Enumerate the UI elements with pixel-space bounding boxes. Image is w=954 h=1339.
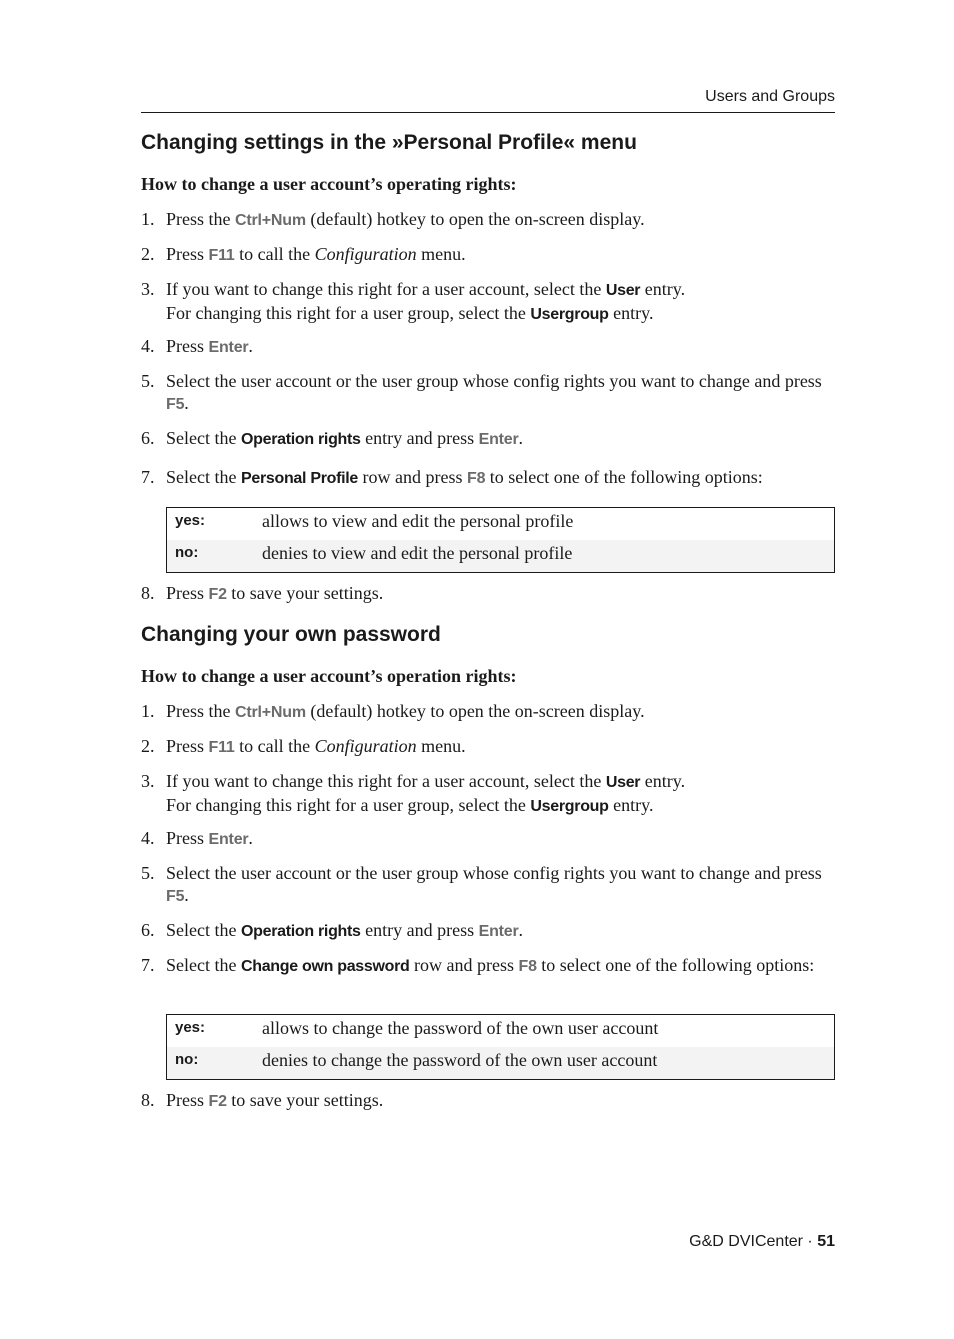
step-3: 3. If you want to change this right for a user account, select the User entry. For changing this right for a user group, select the Usergroup entry.	[141, 279, 686, 323]
option-key: no:	[175, 1051, 199, 1068]
section-heading-personal-profile: Changing settings in the »Personal Profile« menu	[141, 131, 637, 154]
option-desc: denies to change the password of the own user account	[262, 1050, 658, 1070]
option-key: yes:	[175, 512, 206, 529]
step-7: 7. Select the Personal Profile row and press F8 to select one of the following options:	[141, 467, 763, 487]
key-label: Enter	[208, 831, 249, 848]
options-table	[166, 1014, 835, 1080]
menu-entry: Change own password	[240, 958, 410, 975]
option-key: yes:	[175, 1019, 206, 1036]
option-desc: allows to view and edit the personal profile	[262, 511, 574, 531]
step-2: 2. Press F11 to call the Configuration menu.	[141, 736, 466, 756]
key-label: Enter	[208, 339, 249, 356]
step-4: 4. Press Enter.	[141, 828, 253, 848]
key-label: F2	[208, 586, 227, 603]
option-desc: denies to view and edit the personal profile	[262, 543, 573, 563]
step-5: 5. Select the user account or the user group whose config rights you want to change and press F5.	[141, 863, 822, 905]
section-heading-own-password: Changing your own password	[141, 623, 441, 646]
option-row	[167, 1047, 834, 1079]
key-label: F11	[208, 739, 235, 756]
page-footer	[689, 1233, 835, 1251]
menu-name: Configuration	[314, 244, 417, 264]
step-4: 4. Press Enter.	[141, 336, 253, 356]
menu-name: Configuration	[314, 736, 417, 756]
menu-entry: Usergroup	[530, 306, 609, 323]
key-label: F5	[166, 888, 185, 905]
product-name: G&D DVICenter ·	[689, 1233, 818, 1250]
option-row	[167, 1015, 834, 1047]
menu-entry: Operation rights	[240, 431, 361, 448]
page-number: 51	[817, 1233, 835, 1250]
menu-entry: User	[605, 774, 641, 791]
menu-entry: Usergroup	[530, 798, 609, 815]
step-5: 5. Select the user account or the user group whose config rights you want to change and press F5.	[141, 371, 822, 413]
running-header: Users and Groups	[705, 88, 835, 105]
menu-entry: User	[605, 282, 641, 299]
key-label: F8	[467, 470, 486, 487]
key-label: F5	[166, 396, 185, 413]
step-1: 1. Press the Ctrl+Num (default) hotkey to open the on-screen display.	[141, 209, 645, 229]
step-8: 8. Press F2 to save your settings.	[141, 583, 384, 603]
hotkey-label: Ctrl+Num	[235, 704, 306, 721]
howto-heading: How to change a user account’s operating rights:	[141, 174, 517, 194]
option-key: no:	[175, 544, 199, 561]
step-6: 6. Select the Operation rights entry and press Enter.	[141, 428, 524, 448]
step-2: 2. Press F11 to call the Configuration menu.	[141, 244, 466, 264]
hotkey-label: Ctrl+Num	[235, 212, 306, 229]
step-1: 1. Press the Ctrl+Num (default) hotkey to open the on-screen display.	[141, 701, 645, 721]
key-label: F2	[208, 1093, 227, 1110]
step-6: 6. Select the Operation rights entry and press Enter.	[141, 920, 524, 940]
option-row	[167, 508, 834, 540]
menu-entry: Personal Profile	[240, 470, 359, 487]
key-label: F11	[208, 247, 235, 264]
step-3: 3. If you want to change this right for a user account, select the User entry. For changing this right for a user group, select the Usergroup entry.	[141, 771, 686, 815]
header-rule	[141, 112, 835, 113]
key-label: F8	[518, 958, 537, 975]
step-8: 8. Press F2 to save your settings.	[141, 1090, 384, 1110]
key-label: Enter	[478, 923, 519, 940]
key-label: Enter	[478, 431, 519, 448]
howto-heading: How to change a user account’s operation rights:	[141, 666, 517, 686]
step-7: 7. Select the Change own password row and press F8 to select one of the following options:	[141, 955, 815, 975]
option-row	[167, 540, 834, 572]
menu-entry: Operation rights	[240, 923, 361, 940]
option-desc: allows to change the password of the own user account	[262, 1018, 659, 1038]
options-table	[166, 507, 835, 573]
